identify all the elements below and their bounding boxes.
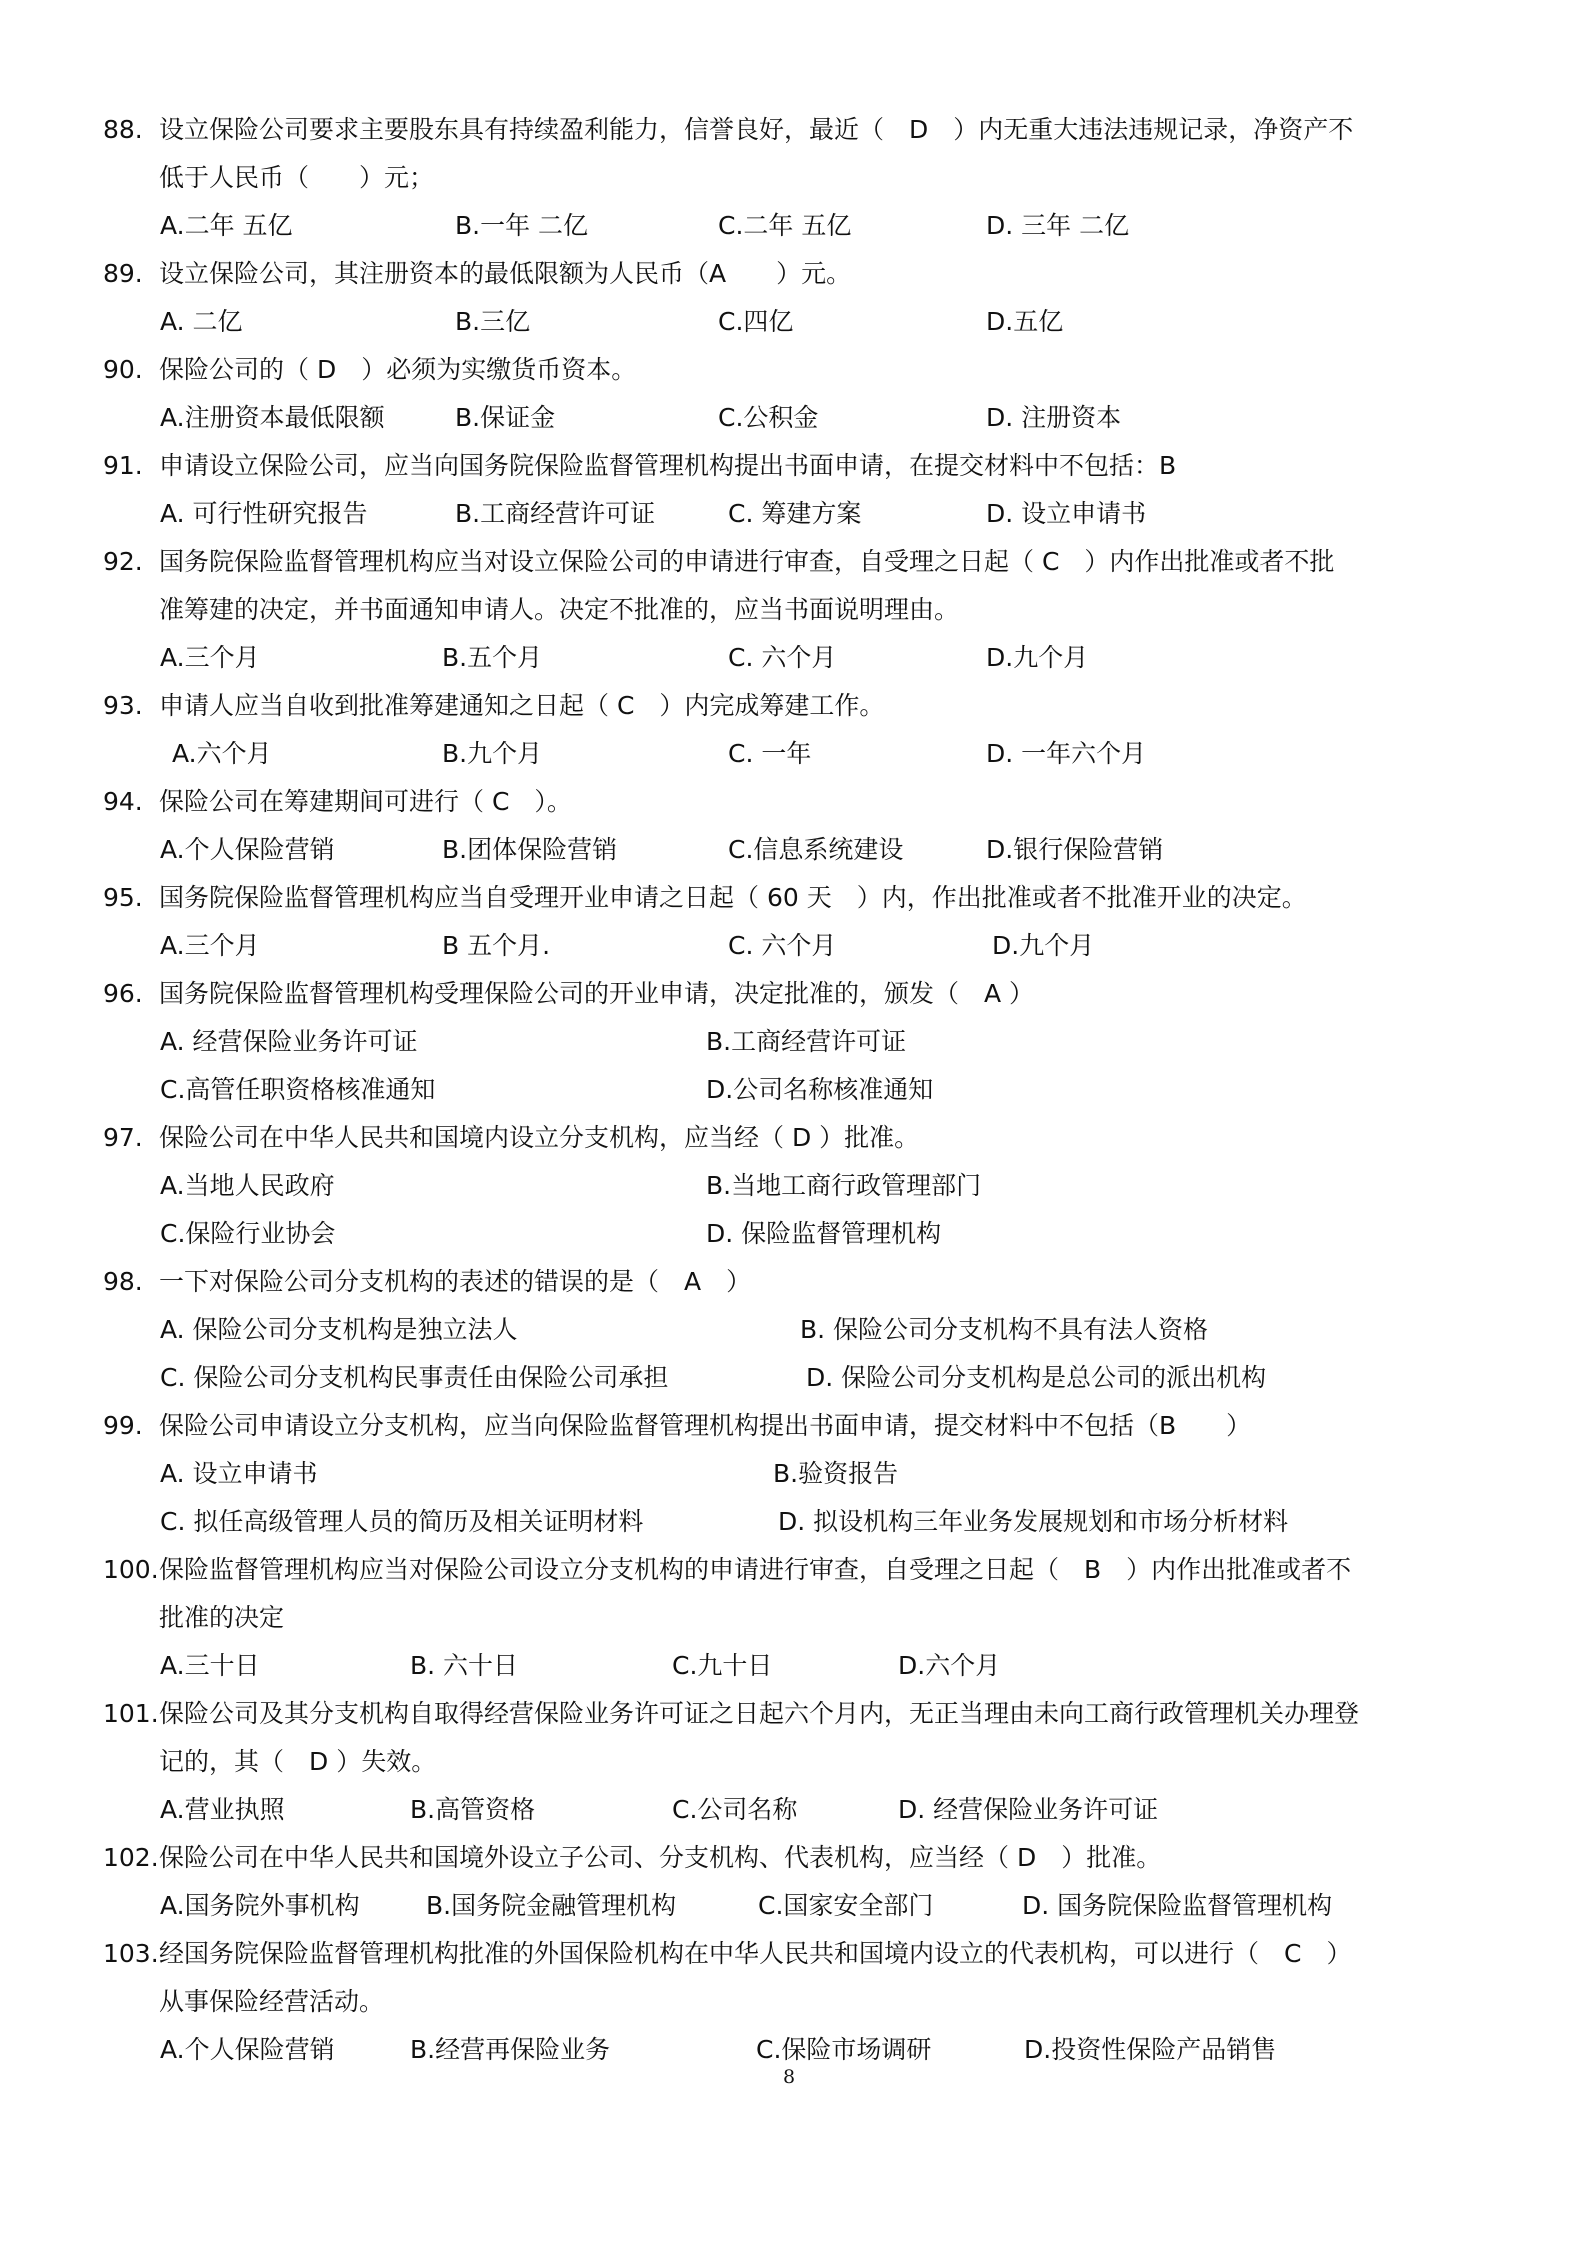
page-number: 8 [783,2066,796,2088]
question-number: 103. [103,1939,159,1968]
question-91 [0,442,1594,538]
question-text: 经国务院保险监督管理机构批准的外国保险机构在中华人民共和国境内设立的代表机构，可以进行（ C ） [159,1939,1352,1968]
option-a: A. 可行性研究报告 [160,499,368,528]
question-number: 93. [103,691,143,720]
option-c: C.公积金 [718,403,819,432]
option-c: C. 六个月 [728,643,837,672]
option-a: A.二年 五亿 [160,211,293,240]
question-95 [0,874,1594,970]
question-102 [0,1834,1594,1930]
option-b: B. 六十日 [410,1651,519,1680]
option-c: C. 六个月 [728,931,837,960]
option-a: A.国务院外事机构 [160,1891,360,1920]
option-c: C.九十日 [672,1651,773,1680]
question-number: 91. [103,451,143,480]
option-d: D. 保险监督管理机构 [706,1219,942,1248]
option-d: D. 拟设机构三年业务发展规划和市场分析材料 [778,1507,1289,1536]
question-text: 一下对保险公司分支机构的表述的错误的是（ A ） [159,1267,752,1296]
option-b: B.验资报告 [773,1459,899,1488]
option-c: C. 筹建方案 [728,499,862,528]
option-d: D. 设立申请书 [986,499,1147,528]
option-a: A.三十日 [160,1651,260,1680]
option-d: D. 国务院保险监督管理机构 [1022,1891,1333,1920]
question-number: 95. [103,883,143,912]
question-number: 102. [103,1843,159,1872]
option-a: A.三个月 [160,643,260,672]
question-number: 101. [103,1699,159,1728]
question-96 [0,970,1594,1114]
option-c: C.高管任职资格核准通知 [160,1075,436,1104]
option-c: C.公司名称 [672,1795,798,1824]
option-d: D.九个月 [992,931,1095,960]
question-94 [0,778,1594,874]
option-c: C.四亿 [718,307,794,336]
option-b: B 五个月. [442,931,551,960]
question-99 [0,1402,1594,1546]
question-text: 保险公司在中华人民共和国境外设立子公司、分支机构、代表机构，应当经（ D ）批准。 [159,1843,1162,1872]
question-101 [0,1690,1594,1834]
option-a: A.个人保险营销 [160,2035,335,2064]
question-number: 98. [103,1267,143,1296]
question-number: 94. [103,787,143,816]
question-text: 保险公司的（ D ）必须为实缴货币资本。 [159,355,637,384]
question-number: 90. [103,355,143,384]
option-a: A. 设立申请书 [160,1459,318,1488]
option-d: D.公司名称核准通知 [706,1075,934,1104]
option-a: A.营业执照 [160,1795,285,1824]
option-b: B.保证金 [455,403,556,432]
question-text: 保险公司申请设立分支机构，应当向保险监督管理机构提出书面申请，提交材料中不包括（B ） [159,1411,1252,1440]
option-a: A. 保险公司分支机构是独立法人 [160,1315,518,1344]
option-c: C. 保险公司分支机构民事责任由保险公司承担 [160,1363,669,1392]
option-d: D.六个月 [898,1651,1001,1680]
option-b: B.工商经营许可证 [706,1027,907,1056]
question-number: 97. [103,1123,143,1152]
option-d: D. 经营保险业务许可证 [898,1795,1159,1824]
option-a: A.三个月 [160,931,260,960]
option-b: B.国务院金融管理机构 [426,1891,677,1920]
question-text: 国务院保险监督管理机构应当自受理开业申请之日起（ 60 天 ）内，作出批准或者不批准开业的决定。 [159,883,1307,912]
option-a: A.注册资本最低限额 [160,403,385,432]
option-c: C.保险行业协会 [160,1219,336,1248]
option-d: D. 三年 二亿 [986,211,1130,240]
question-text: 国务院保险监督管理机构应当对设立保险公司的申请进行审查，自受理之日起（ C ）内作出批准或者不批 [159,547,1335,576]
option-b: B.工商经营许可证 [455,499,656,528]
option-b: B. 保险公司分支机构不具有法人资格 [800,1315,1209,1344]
question-92 [0,538,1594,682]
option-b: B.三亿 [455,307,531,336]
option-a: A. 二亿 [160,307,243,336]
question-97 [0,1114,1594,1258]
question-text: 设立保险公司，其注册资本的最低限额为人民币（A ）元。 [159,259,852,288]
option-c: C.国家安全部门 [758,1891,934,1920]
option-a: A. 经营保险业务许可证 [160,1027,418,1056]
question-text: 设立保险公司要求主要股东具有持续盈利能力，信誉良好，最近（ D ）内无重大违法违规记录，净资产不 [159,115,1354,144]
question-number: 100. [103,1555,159,1584]
option-a: A.六个月 [172,739,272,768]
question-89 [0,250,1594,346]
option-b: B.经营再保险业务 [410,2035,611,2064]
option-c: C.信息系统建设 [728,835,904,864]
question-text: 低于人民币（ ）元； [159,163,435,192]
question-text: 准筹建的决定，并书面通知申请人。决定不批准的，应当书面说明理由。 [159,595,960,624]
question-text: 从事保险经营活动。 [159,1987,385,2016]
question-number: 88. [103,115,143,144]
question-number: 92. [103,547,143,576]
option-b: B.当地工商行政管理部门 [706,1171,982,1200]
question-100 [0,1546,1594,1690]
option-b: B.一年 二亿 [455,211,589,240]
question-text: 保险公司在中华人民共和国境内设立分支机构，应当经（ D ）批准。 [159,1123,920,1152]
option-d: D.投资性保险产品销售 [1024,2035,1277,2064]
option-a: A.当地人民政府 [160,1171,335,1200]
question-text: 批准的决定 [159,1603,285,1632]
option-d: D.五亿 [986,307,1064,336]
option-d: D.银行保险营销 [986,835,1164,864]
option-d: D. 注册资本 [986,403,1122,432]
option-b: B.五个月 [442,643,543,672]
question-88 [0,106,1594,250]
option-c: C.二年 五亿 [718,211,852,240]
option-c: C. 拟任高级管理人员的简历及相关证明材料 [160,1507,644,1536]
option-c: C. 一年 [728,739,812,768]
question-text: 保险公司及其分支机构自取得经营保险业务许可证之日起六个月内，无正当理由未向工商行政管理机关办理登 [159,1699,1360,1728]
option-d: D.九个月 [986,643,1089,672]
question-103 [0,1930,1594,2074]
option-d: D. 保险公司分支机构是总公司的派出机构 [806,1363,1267,1392]
option-d: D. 一年六个月 [986,739,1147,768]
question-text: 保险公司在筹建期间可进行（ C ）。 [159,787,572,816]
question-number: 96. [103,979,143,1008]
option-b: B.高管资格 [410,1795,536,1824]
option-a: A.个人保险营销 [160,835,335,864]
question-93 [0,682,1594,778]
option-c: C.保险市场调研 [756,2035,932,2064]
question-90 [0,346,1594,442]
option-b: B.九个月 [442,739,543,768]
question-text: 申请设立保险公司，应当向国务院保险监督管理机构提出书面申请，在提交材料中不包括：B [159,451,1177,480]
option-b: B.团体保险营销 [442,835,618,864]
question-text: 记的，其（ D ）失效。 [159,1747,437,1776]
question-text: 申请人应当自收到批准筹建通知之日起（ C ）内完成筹建工作。 [159,691,885,720]
question-text: 国务院保险监督管理机构受理保险公司的开业申请，决定批准的，颁发（ A ） [159,979,1035,1008]
question-number: 99. [103,1411,143,1440]
question-text: 保险监督管理机构应当对保险公司设立分支机构的申请进行审查，自受理之日起（ B ）内作出批准或者不 [159,1555,1352,1584]
question-number: 89. [103,259,143,288]
question-98 [0,1258,1594,1402]
